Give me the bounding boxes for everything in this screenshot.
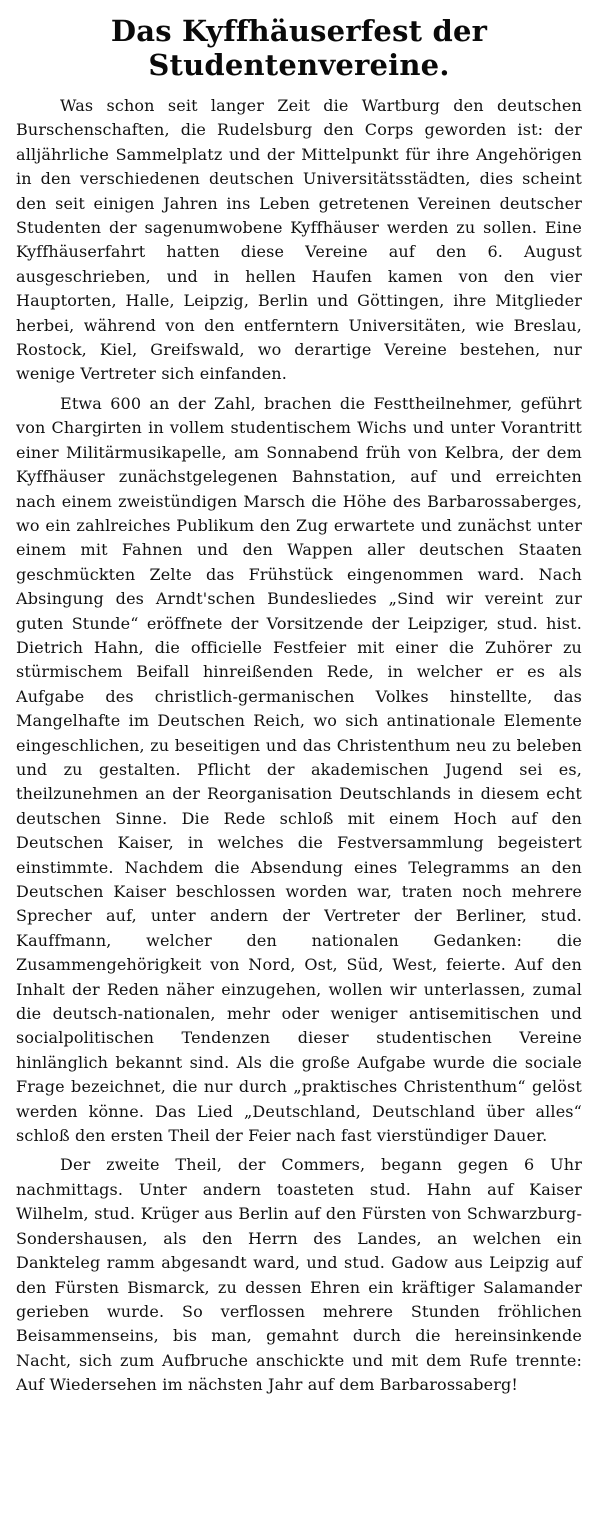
article-paragraph-3: Der zweite Theil, der Commers, begann gegen 6 Uhr nachmittags. Unter andern toasteten stud. Hahn auf Kaiser Wilhelm, stud. Krüger aus Berlin auf den Fürsten von Schwarzburg-Sondershausen, als den Herrn des Landes, an welchen ein Dankteleg ramm abgesandt ward, und stud. Gadow aus Leipzig auf den Fürsten Bismarck, zu dessen Ehren ein kräftiger Salamander gerieben wurde. So verflossen mehrere Stunden fröhlichen Beisammenseins, bis man, gemahnt durch die hereinsinkende Nacht, sich zum Aufbruche anschickte und mit dem Rufe trennte: Auf Wiedersehen im nächsten Jahr auf dem Barbarossaberg! <box>16 1155 582 1395</box>
article-title: Das Kyffhäuserfest der Studentenvereine. <box>110 14 488 82</box>
article-paragraph-1: Was schon seit langer Zeit die Wartburg den deutschen Burschenschaften, die Rudelsburg den Corps geworden ist: der alljährliche Sammelplatz und der Mittelpunkt für ihre Angehörigen in den verschiedenen deutschen Universitätsstädten, dies scheint den seit einigen Jahren ins Leben getretenen Vereinen deutscher Studenten der sagenumwobene Kyffhäuser werden zu sollen. Eine Kyffhäuserfahrt hatten diese Vereine auf den 6. August ausgeschrieben, und in hellen Haufen kamen von den vier Hauptorten, Halle, Leipzig, Berlin und Göttingen, ihre Mitglieder herbei, während von den entferntern Universitäten, wie Breslau, Rostock, Kiel, Greifswald, wo derartige Vereine bestehen, nur wenige Vertreter sich einfanden. <box>16 96 582 384</box>
article-paragraph-2: Etwa 600 an der Zahl, brachen die Festtheilnehmer, geführt von Chargirten in vollem studentischem Wichs und unter Vorantritt einer Militärmusikapelle, am Sonnabend früh von Kelbra, der dem Kyffhäuser zunächstgelegenen Bahnstation, auf und erreichten nach einem zweistündigen Marsch die Höhe des Barbarossaberges, wo ein zahlreiches Publikum den Zug erwartete und zunächst unter einem mit Fahnen und den Wappen aller deutschen Staaten geschmückten Zelte das Frühstück eingenommen ward. Nach Absingung des Arndt'schen Bundesliedes „Sind wir vereint zur guten Stunde“ eröffnete der Vorsitzende der Leipziger, stud. hist. Dietrich Hahn, die officielle Festfeier mit einer die Zuhörer zu stürmischem Beifall hinreißenden Rede, in welcher er es als Aufgabe des christlich-germanischen Volkes hinstellte, das Mangelhafte im Deutschen Reich, wo sich antinationale Elemente eingeschlichen, zu beseitigen und das Christenthum neu zu beleben und zu gestalten. Pflicht der akademischen Jugend sei es, theilzunehmen an der Reorganisation Deutschlands in diesem echt deutschen Sinne. Die Rede schloß mit einem Hoch auf den Deutschen Kaiser, in welches die Festversammlung begeistert einstimmte. Nachdem die Absendung eines Telegramms an den Deutschen Kaiser beschlossen worden war, traten noch mehrere Sprecher auf, unter andern der Vertreter der Berliner, stud. Kauffmann, welcher den nationalen Gedanken: die Zusammengehörigkeit von Nord, Ost, Süd, West, feierte. Auf den Inhalt der Reden näher einzugehen, wollen wir unterlassen, zumal die deutsch-nationalen, mehr oder weniger antisemitischen und socialpolitischen Tendenzen dieser studentischen Vereine hinlänglich bekannt sind. Als die große Aufgabe wurde die sociale Frage bezeichnet, die nur durch „praktisches Christenthum“ gelöst werden könne. Das Lied „Deutschland, Deutschland über alles“ schloß den ersten Theil der Feier nach fast vierstündiger Dauer. <box>16 393 582 1146</box>
